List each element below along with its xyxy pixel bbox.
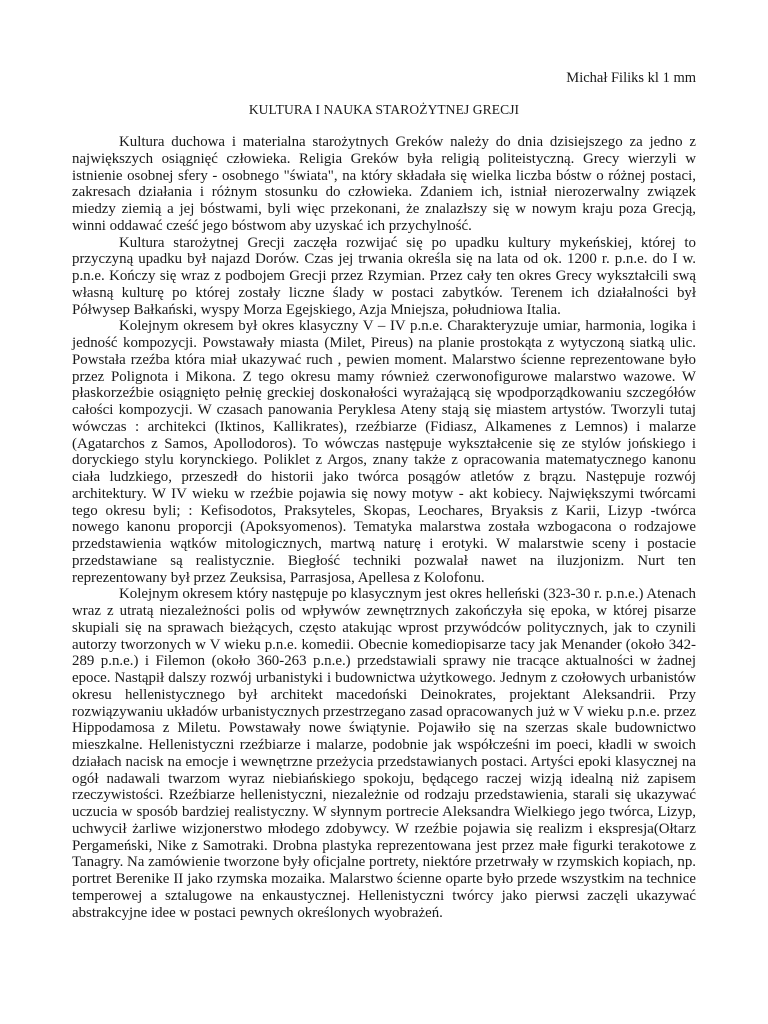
author-line: Michał Filiks kl 1 mm xyxy=(566,70,696,86)
paragraph: Kolejnym okresem był okres klasyczny V – IV p.n.e. Charakteryzuje umiar, harmonia, logika i jedność kompozycji. Powstawały miasta (Milet, Pireus) na planie prostokąta z wytyczoną siatką ulic. Powstała rzeźba która miał ukazywać ruch , pewien moment. Malarstwo ścienne reprezentowane było przez Polignota i Mikona. Z tego okresu mamy również czerwonofigurowe malarstwo wazowe. W płaskorzeźbie osiągnięto pełnię greckiej doskonałości wyrażającą się wpodporządkowaniu szczegółów całości kompozycji. W czasach panowania Peryklesa Ateny stają się miastem artystów. Tworzyli tutaj wówczas : architekci (Iktinos, Kallikrates), rzeźbiarze (Fidiasz, Alkamenes z Lemnos) i malarze (Agatarchos z Samos, Apollodoros). To wówczas następuje wykształcenie się ze stylów jońskiego i doryckiego stylu korynckiego. Poliklet z Argos, znany także z opracowania matematycznego kanonu ciała ludzkiego, przeszedł do historii jako twórca posągów atletów z brązu. Następuje rozwój architektury. W IV wieku w rzeźbie pojawia się nowy motyw - akt kobiecy. Największymi twórcami tego okresu byli; : Kefisodotos, Praksyteles, Skopas, Leochares, Bryaksis z Karii, Lizyp -twórca nowego kanonu proporcji (Apoksyomenos). Tematyka malarstwa została wzbogacona o rodzajowe przedstawienia wątków mitologicznych, martwą naturę i erotyki. W malarstwie sceny i postacie przedstawiane są realistycznie. Biegłość techniki pozwalał nawet na iluzjonizm. Nurt ten reprezentowany był przez Zeuksisa, Parrasjosa, Apellesa z Kolofonu. xyxy=(72,318,696,586)
paragraph: Kultura duchowa i materialna starożytnych Greków należy do dnia dzisiejszego za jedno z największych osiągnięć człowieka. Religia Greków była religią politeistyczną. Grecy wierzyli w istnienie osobnej sfery - osobnego "świata", na który składała się wielka liczba bóstw o różnej postaci, zakresach działania i różnym stosunku do człowieka. Zdaniem ich, istniał nierozerwalny związek miedzy ziemią a jej bóstwami, byli więc przekonani, że znalazłszy się w nowym kraju poza Grecją, winni oddawać cześć jego bóstwom aby uzyskać ich przychylność. xyxy=(72,134,696,234)
document-body xyxy=(72,134,696,921)
paragraph: Kultura starożytnej Grecji zaczęła rozwijać się po upadku kultury mykeńskiej, której to przyczyną upadku był najazd Dorów. Czas jej trwania określa się na lata od ok. 1200 r. p.n.e. do I w. p.n.e. Kończy się wraz z podbojem Grecji przez Rzymian. Przez cały ten okres Grecy wykształcili swą własną kulturę po której zostały liczne ślady w postaci zabytków. Terenem ich działalności był Półwysep Bałkański, wyspy Morza Egejskiego, Azja Mniejsza, południowa Italia. xyxy=(72,234,696,318)
paragraph: Kolejnym okresem który następuje po klasycznym jest okres helleński (323-30 r. p.n.e.) Atenach wraz z utratą niezależności polis od wpływów zewnętrznych zakończyła się epoka, w której pisarze skupiali się na sprawach bieżących, często atakując wprost przywódców politycznych, jak to czynili autorzy tworzonych w V wieku p.n.e. komedii. Obecnie komediopisarze tacy jak Menander (około 342-289 p.n.e.) i Filemon (około 360-263 p.n.e.) przedstawiali sprawy nie tracące aktualności w żadnej epoce. Nastąpił dalszy rozwój urbanistyki i budownictwa użytkowego. Jednym z czołowych urbanistów okresu hellenistycznego był architekt macedoński Deinokrates, projektant Aleksandrii. Przy rozwiązywaniu układów urbanistycznych przestrzegano zasad opracowanych już w V wieku p.n.e. przez Hippodamosa z Miletu. Powstawały nowe świątynie. Pojawiło się na szerzas skale budownictwo mieszkalne. Hellenistyczni rzeźbiarze i malarze, podobnie jak współcześni im poeci, kładli w swoich działach nacisk na emocje i wewnętrzne przeżycia przedstawianych postaci. Artyści epoki klasycznej na ogół nadawali twarzom wyraz niebiańskiego spokoju, będącego raczej wizją idealną niż zapisem rzeczywistości. Rzeźbiarze hellenistyczni, niezależnie od rodzaju przedstawienia, starali się ukazywać uczucia w sposób bardziej realistyczny. W słynnym portrecie Aleksandra Wielkiego jego twórca, Lizyp, uchwycił żarliwe wizjonerstwo młodego zdobywcy. W rzeźbie pojawia się realizm i ekspresja(Ołtarz Pergameński, Nike z Samotraki. Drobna plastyka reprezentowana jest przez małe figurki terakotowe z Tanagry. Na zamówienie tworzone były oficjalne portrety, niektóre przetrwały w rzymskich kopiach, np. portret Berenike II jako rzymska mozaika. Malarstwo ścienne oparte było przede wszystkim na technice temperowej a sztalugowe na enkaustycznej. Hellenistyczni twórcy jako pierwsi zaczęli ukazywać abstrakcyjne idee w postaci pewnych określonych wyobrażeń. xyxy=(72,586,696,921)
document-title: KULTURA I NAUKA STAROŻYTNEJ GRECJI xyxy=(248,102,520,117)
